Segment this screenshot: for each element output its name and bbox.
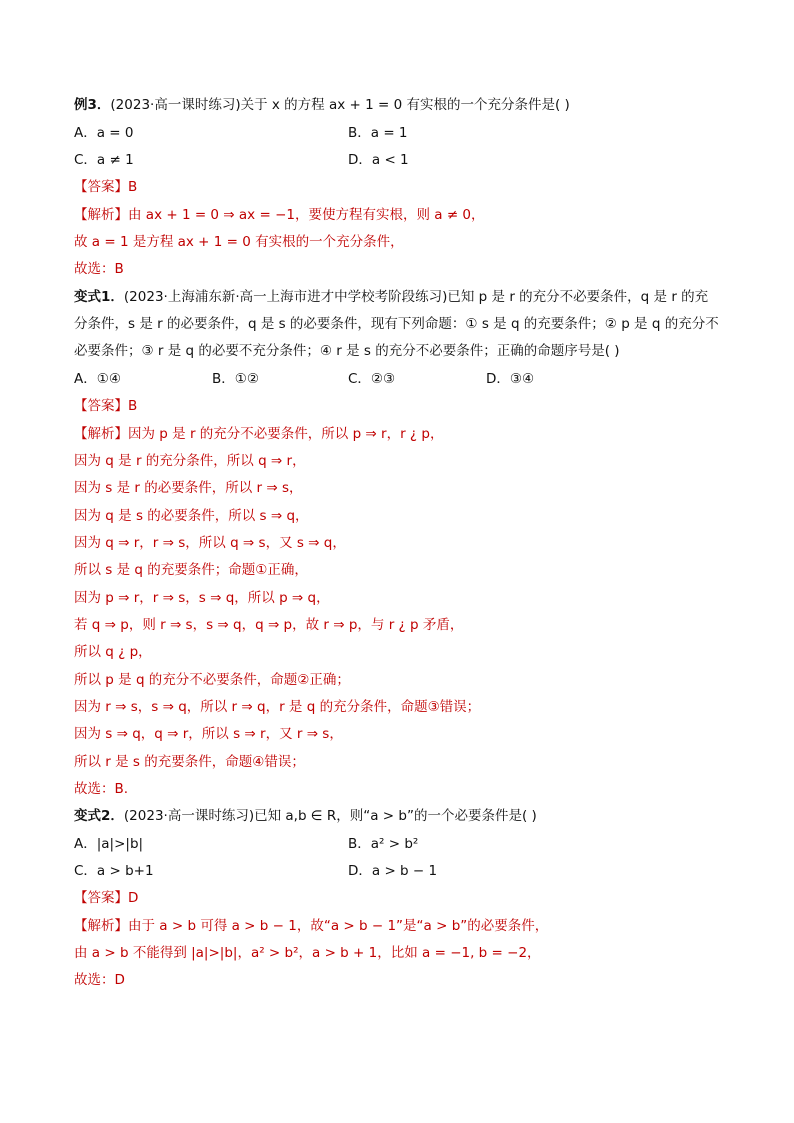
example-3-analysis-line: 【解析】由 ax + 1 = 0 ⇒ ax = −1，要使方程有实根，则 a ≠ 0， (74, 207, 485, 223)
example-3-stem: (2023·高一课时练习)关于 x 的方程 ax + 1 = 0 有实根的一个充分条件是( ) (110, 97, 570, 113)
variant-1-analysis-line: 所以 p 是 q 的充分不必要条件，命题②正确； (74, 672, 350, 688)
variant-1-analysis-line: 因为 s ⇒ q，q ⇒ r，所以 s ⇒ r，又 r ⇒ s， (74, 726, 343, 742)
variant-1-option-c: C．②③ (348, 371, 396, 387)
example-3-label: 例3． (74, 97, 111, 113)
variant-1-question-line (74, 287, 708, 307)
variant-2-analysis-line: 由 a > b 不能得到 |a|>|b|，a² > b²，a > b + 1，比如 a = −1, b = −2， (74, 945, 541, 961)
example-3-option-b: B．a = 1 (348, 125, 408, 141)
variant-2-label: 变式2． (74, 808, 124, 824)
variant-1-analysis-line: 因为 q ⇒ r，r ⇒ s，所以 q ⇒ s，又 s ⇒ q， (74, 535, 346, 551)
example-3-option-c: C．a ≠ 1 (74, 152, 134, 168)
variant-1-analysis-line: 故选：B. (74, 781, 129, 797)
variant-1-analysis-line: 所以 r 是 s 的充要条件，命题④错误； (74, 754, 305, 770)
variant-2-stem: (2023·高一课时练习)已知 a,b ∈ R，则“a > b”的一个必要条件是( ) (123, 808, 537, 824)
variant-1-analysis-line: 因为 r ⇒ s，s ⇒ q，所以 r ⇒ q，r 是 q 的充分条件，命题③错误； (74, 699, 481, 715)
example-3-option-d: D．a < 1 (348, 152, 409, 168)
variant-1-analysis-line: 【解析】因为 p 是 r 的充分不必要条件，所以 p ⇒ r，r ¿ p， (74, 426, 444, 442)
example-3-option-a: A．a = 0 (74, 125, 134, 141)
example-3-analysis-line: 故 a = 1 是方程 ax + 1 = 0 有实根的一个充分条件， (74, 234, 404, 250)
variant-1-analysis-line: 因为 p ⇒ r，r ⇒ s，s ⇒ q，所以 p ⇒ q， (74, 590, 330, 606)
variant-2-option-b: B．a² > b² (348, 836, 419, 852)
variant-2-answer: 【答案】D (74, 890, 139, 906)
example-3-answer: 【答案】B (74, 179, 138, 195)
variant-1-analysis-line: 所以 s 是 q 的充要条件；命题①正确， (74, 562, 308, 578)
variant-2-option-c: C．a > b+1 (74, 863, 154, 879)
variant-2-analysis-line: 【解析】由于 a > b 可得 a > b − 1，故“a > b − 1”是“a > b”的必要条件， (74, 918, 549, 934)
variant-1-stem: (2023·上海浦东新·高一上海市进才中学校考阶段练习)已知 p 是 r 的充分不必要条件，q 是 r 的充 (123, 289, 709, 305)
variant-1-option-d: D．③④ (486, 371, 535, 387)
variant-1-answer: 【答案】B (74, 398, 138, 414)
variant-1-question-line: 必要条件；③ r 是 q 的必要不充分条件；④ r 是 s 的充分不必要条件；正确的命题序号是( ) (74, 343, 620, 359)
variant-1-analysis-line: 若 q ⇒ p，则 r ⇒ s，s ⇒ q，q ⇒ p，故 r ⇒ p，与 r ¿ p 矛盾， (74, 617, 464, 633)
variant-1-option-b: B．①② (212, 371, 259, 387)
example-3-question (74, 95, 570, 115)
example-3-analysis-line: 故选：B (74, 261, 124, 277)
variant-2-option-a: A．|a|>|b| (74, 836, 144, 852)
variant-1-analysis-line: 所以 q ¿ p， (74, 644, 152, 660)
variant-1-analysis-line: 因为 s 是 r 的必要条件，所以 r ⇒ s， (74, 480, 303, 496)
variant-1-option-a: A．①④ (74, 371, 121, 387)
variant-2-option-d: D．a > b − 1 (348, 863, 438, 879)
variant-1-label: 变式1． (74, 289, 124, 305)
variant-2-analysis-line: 故选：D (74, 972, 125, 988)
variant-1-question-line: 分条件，s 是 r 的必要条件，q 是 s 的必要条件，现有下列命题：① s 是 q 的充要条件；② p 是 q 的充分不 (74, 316, 719, 332)
variant-2-question (74, 806, 537, 826)
variant-1-analysis-line: 因为 q 是 s 的必要条件，所以 s ⇒ q， (74, 508, 309, 524)
variant-1-analysis-line: 因为 q 是 r 的充分条件，所以 q ⇒ r， (74, 453, 306, 469)
